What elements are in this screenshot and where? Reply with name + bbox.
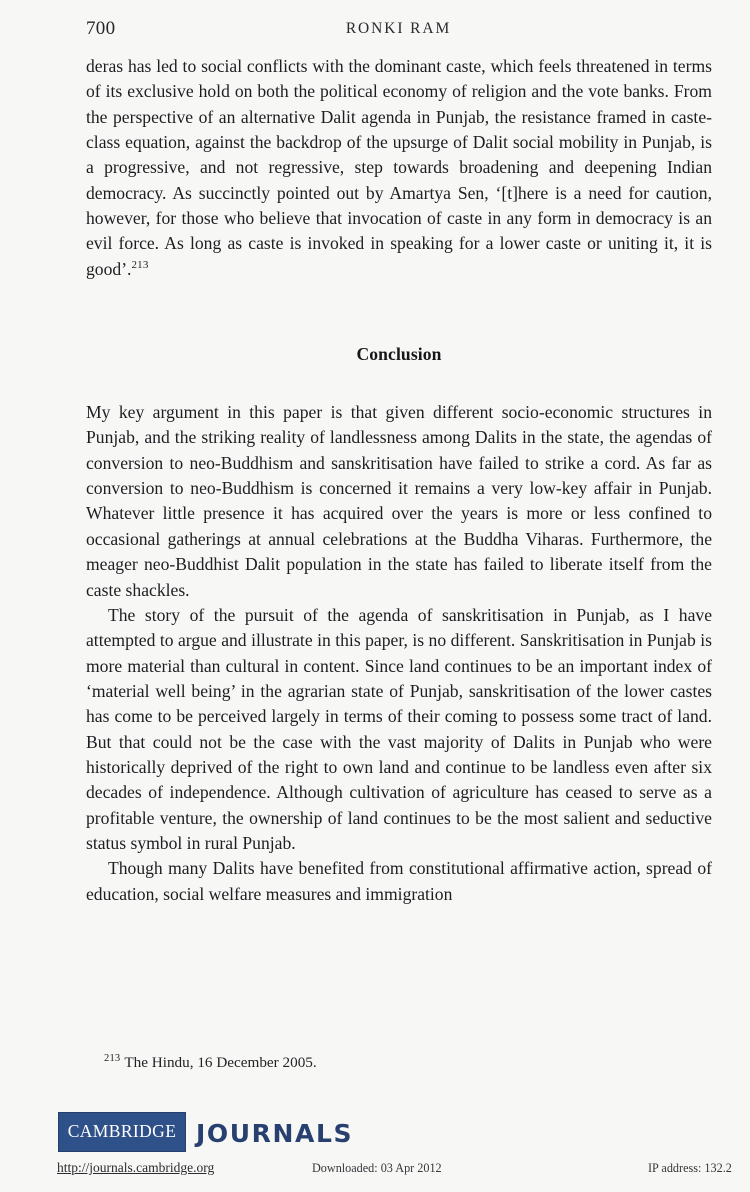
paragraph-conclusion-1: My key argument in this paper is that given different socio-economic structures in Punjab, and the striking reality of landlessness among Dalits in the state, the agendas of conversion to neo-Buddhism and sanskritisation have failed to strike a cord. As far as conversion to neo-Buddhism is concerned it remains a very low-key affair in Punjab. Whatever little presence it has acquired over the years is more or less confined to occasional gatherings at annual celebrations at the Buddha Viharas. Furthermore, the meager neo-Buddhist Dalit population in the state has failed to liberate itself from the caste shackles. <box>86 402 712 600</box>
paragraph-continued <box>86 54 712 282</box>
page-number: 700 <box>86 18 116 39</box>
running-head <box>86 18 711 40</box>
spacer-after-heading <box>86 365 712 400</box>
cambridge-wordmark: CAMBRIDGE <box>67 1121 177 1142</box>
journals-wordmark: JOURNALS <box>196 1119 354 1148</box>
footnote-text: The Hindu, 16 December 2005. <box>124 1054 317 1071</box>
footnote-reference-213[interactable]: 213 <box>131 258 149 271</box>
journals-url-link[interactable]: http://journals.cambridge.org <box>57 1160 215 1175</box>
footnote-213 <box>104 1053 704 1073</box>
spacer-before-heading <box>86 282 712 344</box>
text-column <box>86 54 712 907</box>
running-title: RONKI RAM <box>345 20 452 37</box>
cambridge-logo-box <box>58 1112 186 1152</box>
download-status-bar <box>0 1160 750 1192</box>
paragraph-conclusion-2: The story of the pursuit of the agenda of sanskritisation in Punjab, as I have attempted to argue and illustrate in this paper, is no different. Sanskritisation in Punjab is more material than cultural in content. Since land continues to be an important index of ‘material well being’ in the agrarian state of Punjab, sanskritisation of the lower castes has come to be perceived largely in terms of their coming to possess some tract of land. But that could not be the case with the vast majority of Dalits in Punjab who were historically deprived of the right to own land and continue to be landless even after six decades of independence. Although cultivation of agriculture has ceased to serve as a profitable venture, the ownership of land continues to be the most salient and seductive status symbol in rural Punjab. <box>86 604 712 853</box>
ip-address-label: IP address: 132.2 <box>648 1161 732 1175</box>
footnote-marker: 213 <box>104 1052 121 1064</box>
paragraph-conclusion-3: Though many Dalits have benefited from constitutional affirmative action, spread of education, social welfare measures and immigration <box>86 858 712 904</box>
section-heading-conclusion: Conclusion <box>356 344 442 365</box>
paragraph-text: deras has led to social conflicts with the dominant caste, which feels threatened in terms of its exclusive hold on both the political economy of religion and the vote banks. From the perspective of an alternative Dalit agenda in Punjab, the resistance framed in caste-class equation, against the backdrop of the upsurge of Dalit social mobility in Punjab, is a progressive, and not regressive, step towards broadening and deepening Indian democracy. As succinctly pointed out by Amartya Sen, ‘[t]here is a need for caution, however, for those who believe that invocation of caste in any form in democracy is an evil force. As long as caste is invoked in speaking for a lower caste or uniting it, it is good’. <box>86 56 712 279</box>
downloaded-date: Downloaded: 03 Apr 2012 <box>312 1161 442 1175</box>
